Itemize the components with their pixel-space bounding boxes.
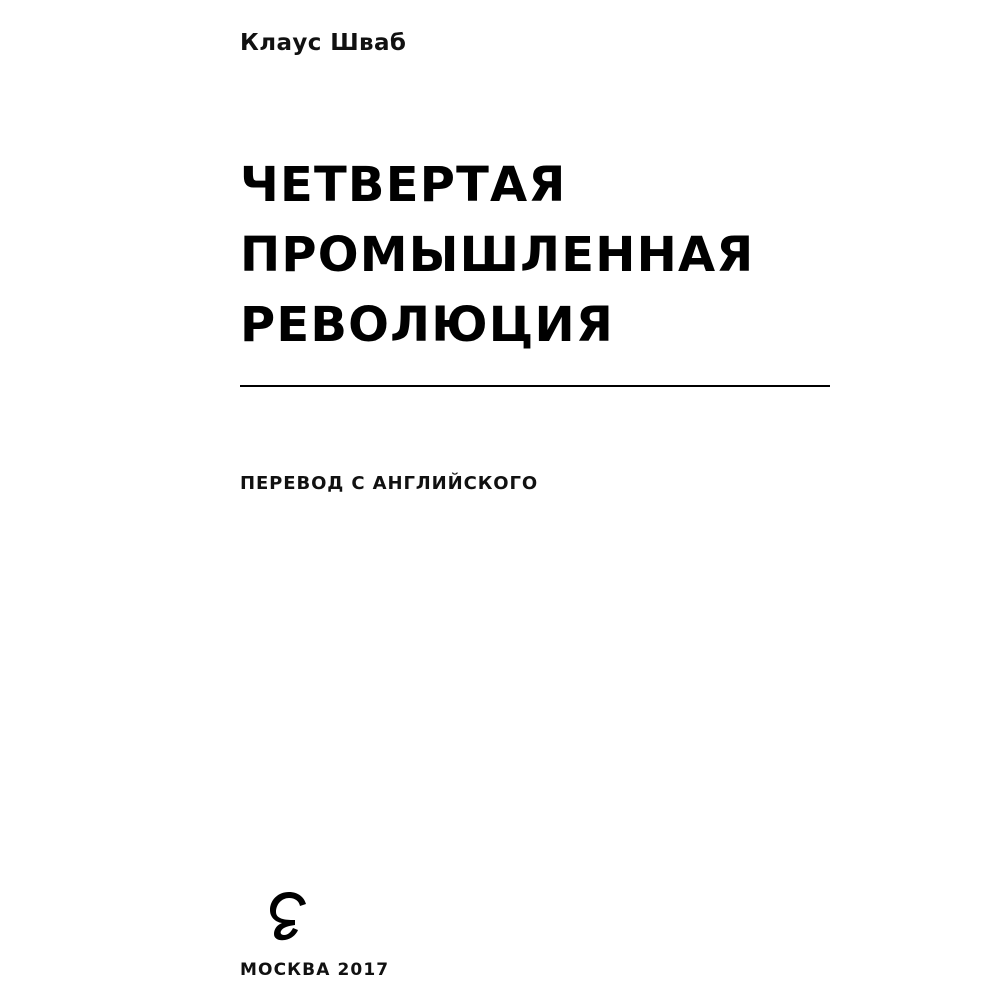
imprint-line: МОСКВА 2017: [240, 960, 390, 980]
title-line-1: ЧЕТВЕРТАЯ: [240, 157, 567, 213]
horizontal-divider: [240, 385, 830, 387]
title-line-2: ПРОМЫШЛЕННАЯ: [240, 227, 755, 283]
book-title: [240, 150, 880, 360]
translation-note: ПЕРЕВОД С АНГЛИЙСКОГО: [240, 473, 539, 494]
author-name: Клаус Шваб: [240, 30, 407, 56]
eksmo-logo-icon: [265, 890, 313, 942]
title-line-3: РЕВОЛЮЦИЯ: [240, 297, 615, 353]
